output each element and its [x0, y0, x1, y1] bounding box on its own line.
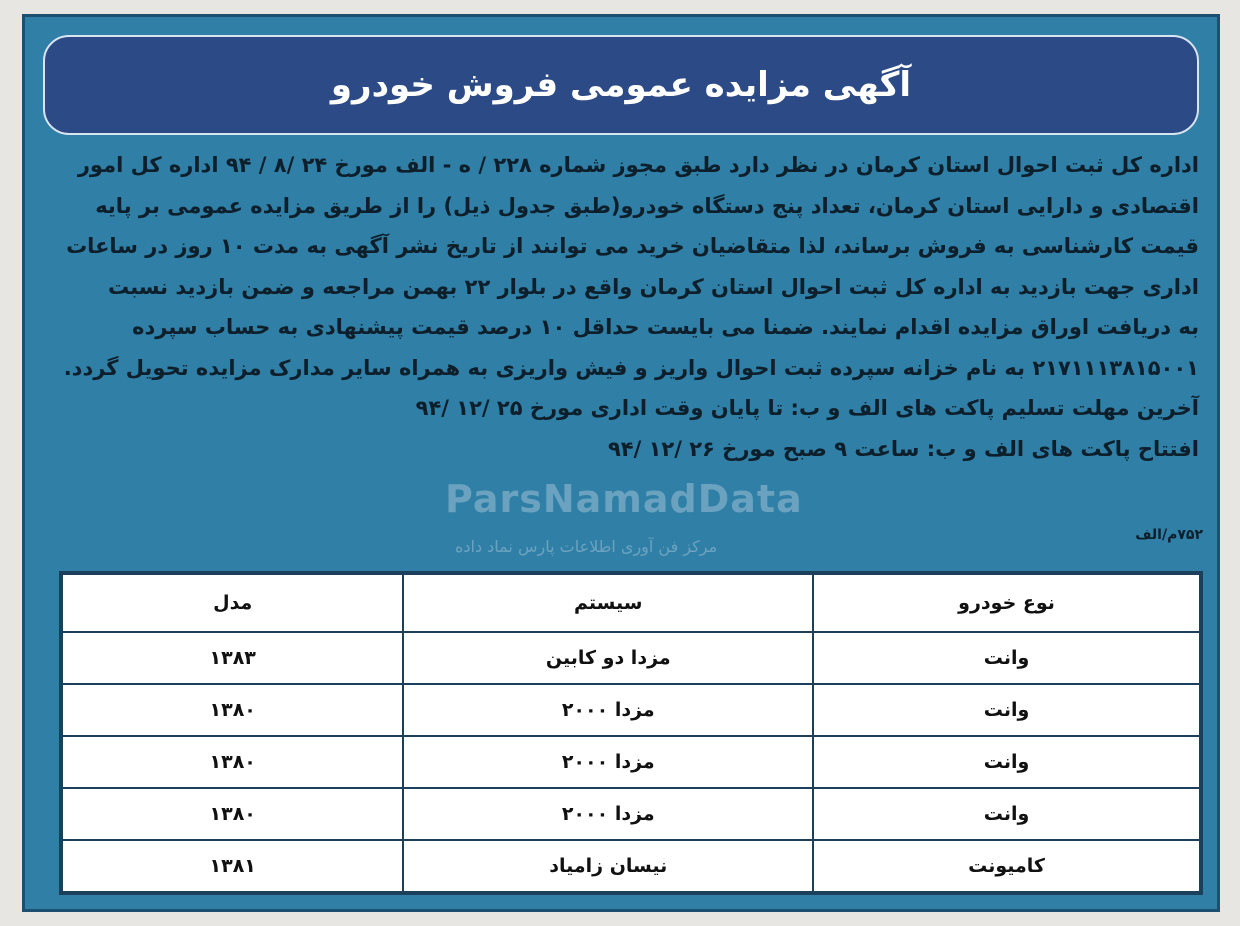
cell-system: مزدا ۲۰۰۰ [403, 736, 813, 788]
body-line: اداری جهت بازدید به اداره کل ثبت احوال استان کرمان واقع در بلوار ۲۲ بهمن مراجعه و ضمن بازدید نسبت [108, 274, 1199, 299]
cell-model: ۱۳۸۰ [62, 788, 403, 840]
ad-body [43, 145, 1199, 469]
watermark-subtext: مرکز فن آوری اطلاعات پارس نماد داده [455, 537, 718, 556]
cell-system: مزدا ۲۰۰۰ [403, 788, 813, 840]
body-line: افتتاح پاکت های الف و ب: ساعت ۹ صبح مورخ ۲۶ /۱۲ /۹۴ [607, 436, 1199, 461]
body-line: قیمت کارشناسی به فروش برساند، لذا متقاضیان خرید می توانند از تاریخ نشر آگهی به مدت ۱۰ روز در ساعات [66, 234, 1199, 258]
header-model: مدل [62, 574, 403, 632]
cell-vehicle-type: وانت [813, 788, 1200, 840]
cell-model: ۱۳۸۳ [62, 632, 403, 684]
table-header-row [62, 574, 1200, 632]
title-banner [43, 35, 1199, 135]
body-line: اداره کل ثبت احوال استان کرمان در نظر دارد طبق مجوز شماره ۲۲۸ / ه - الف مورخ ۲۴ /۸ / ۹۴ اداره کل امور [77, 153, 1199, 177]
cell-vehicle-type: وانت [813, 736, 1200, 788]
auction-advertisement [22, 14, 1220, 912]
cell-model: ۱۳۸۱ [62, 840, 403, 892]
vehicle-table [59, 571, 1203, 895]
body-line: ۲۱۷۱۱۱۳۸۱۵۰۰۱ به نام خزانه سپرده ثبت احوال واریز و فیش واریزی به همراه سایر مدارک مزایده تحویل گردد. [63, 355, 1199, 380]
table-row [62, 736, 1200, 788]
cell-system: نیسان زامیاد [403, 840, 813, 892]
watermark-text: ParsNamadData [445, 477, 803, 521]
header-system: سیستم [403, 574, 813, 632]
cell-system: مزدا دو کابین [403, 632, 813, 684]
cell-vehicle-type: وانت [813, 684, 1200, 736]
table-row [62, 840, 1200, 892]
cell-vehicle-type: وانت [813, 632, 1200, 684]
body-line: به دریافت اوراق مزایده اقدام نمایند. ضمنا می بایست حداقل ۱۰ درصد قیمت پیشنهادی به حساب سپرده [132, 315, 1199, 339]
header-vehicle-type: نوع خودرو [813, 574, 1200, 632]
ad-title: آگهی مزایده عمومی فروش خودرو [330, 65, 912, 105]
reference-code: ۷۵۲م/الف [1135, 527, 1203, 543]
table-row [62, 684, 1200, 736]
cell-model: ۱۳۸۰ [62, 736, 403, 788]
body-line: اقتصادی و دارایی استان کرمان، تعداد پنج دستگاه خودرو(طبق جدول ذیل) را از طریق مزایده عمومی بر پایه [95, 193, 1199, 218]
cell-system: مزدا ۲۰۰۰ [403, 684, 813, 736]
table-row [62, 632, 1200, 684]
cell-vehicle-type: کامیونت [813, 840, 1200, 892]
body-line: آخرین مهلت تسلیم پاکت های الف و ب: تا پایان وقت اداری مورخ ۲۵ /۱۲ /۹۴ [415, 396, 1199, 420]
cell-model: ۱۳۸۰ [62, 684, 403, 736]
table-row [62, 788, 1200, 840]
